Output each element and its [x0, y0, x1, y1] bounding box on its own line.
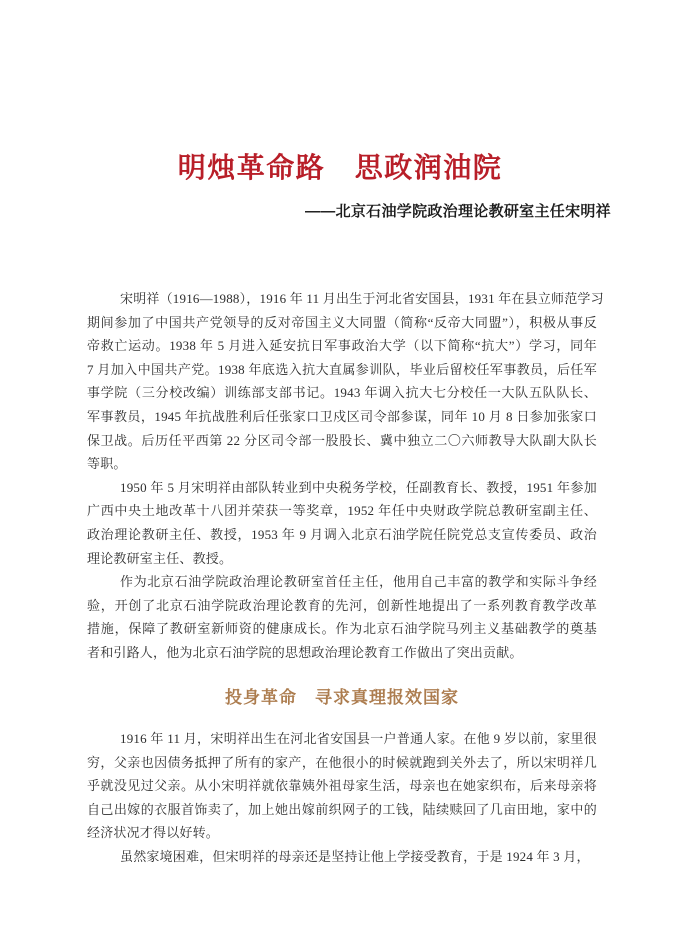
text-line: 广西中央土地改革十八团并荣获一等奖章，1952 年任中央财政学院总教研室副主任、 — [87, 503, 597, 519]
text-line: 验，开创了北京石油学院政治理论教育的先河，创新性地提出了一系列教育教学改革 — [87, 597, 597, 613]
text-line: 理论教研室主任、教授。 — [87, 550, 233, 566]
text-line: 帝救亡运动。1938 年 5 月进入延安抗日军事政治大学（以下简称“抗大”）学习，同年 — [87, 338, 597, 354]
text-line: 1950 年 5 月宋明祥由部队转业到中央税务学校，任副教育长、教授，1951 年参加 — [120, 479, 597, 495]
article-body — [87, 287, 604, 869]
text-line: 作为北京石油学院政治理论教研室首任主任，他用自己丰富的教学和实际斗争经 — [120, 574, 597, 590]
article-subtitle: ——北京石油学院政治理论教研室主任宋明祥 — [304, 203, 611, 220]
text-line: 保卫战。后历任平西第 22 分区司令部一股股长、冀中独立二〇六师教导大队副大队长 — [87, 432, 597, 448]
text-line: 事学院（三分校改编）训练部支部书记。1943 年调入抗大七分校任一大队五队队长、 — [87, 385, 597, 401]
text-line: 军事教员，1945 年抗战胜利后任张家口卫戍区司令部参谋，同年 10 月 8 日参加张家口 — [87, 408, 597, 424]
text-line: 等职。 — [87, 456, 127, 472]
text-line: 措施，保障了教研室新师资的健康成长。作为北京石油学院马列主义基础教学的奠基 — [87, 621, 597, 637]
text-line: 政治理论教研主任、教授，1953 年 9 月调入北京石油学院任院党总支宣传委员、政治 — [87, 526, 597, 542]
text-line: 虽然家境困难，但宋明祥的母亲还是坚持让他上学接受教育，于是 1924 年 3 月， — [120, 849, 590, 865]
paragraph — [87, 287, 604, 476]
text-line: 7 月加入中国共产党。1938 年底选入抗大直属参训队，毕业后留校任军事教员，后任军 — [87, 361, 597, 377]
paragraph — [87, 476, 597, 570]
text-line: 穷，父亲也因债务抵押了所有的家产，在他很小的时候就跑到关外去了，所以宋明祥几 — [87, 754, 597, 770]
text-line: 者和引路人，他为北京石油学院的思想政治理论教育工作做出了突出贡献。 — [87, 644, 523, 660]
text-line: 自己出嫁的衣服首饰卖了，加上她出嫁前织网子的工钱，陆续赎回了几亩田地，家中的 — [87, 801, 597, 817]
paragraph — [87, 727, 597, 845]
text-line: 期间参加了中国共产党领导的反对帝国主义大同盟（简称“反帝大同盟”），积极从事反 — [87, 314, 597, 330]
paragraph — [87, 845, 597, 869]
text-line: 乎就没见过父亲。从小宋明祥就依靠姨外祖母家生活，母亲也在她家织布，后来母亲将 — [87, 778, 597, 794]
text-line: 宋明祥（1916—1988），1916 年 11 月出生于河北省安国县，1931 年在县立师范学习 — [120, 291, 604, 306]
article-title: 明烛革命路 思政润油院 — [177, 153, 503, 184]
text-line: 经济状况才得以好转。 — [87, 825, 220, 841]
paragraph — [87, 570, 597, 664]
section-heading: 投身革命 寻求真理报效国家 — [225, 687, 459, 707]
text-line: 1916 年 11 月，宋明祥出生在河北省安国县一户普通人家。在他 9 岁以前，家里很 — [120, 731, 597, 747]
